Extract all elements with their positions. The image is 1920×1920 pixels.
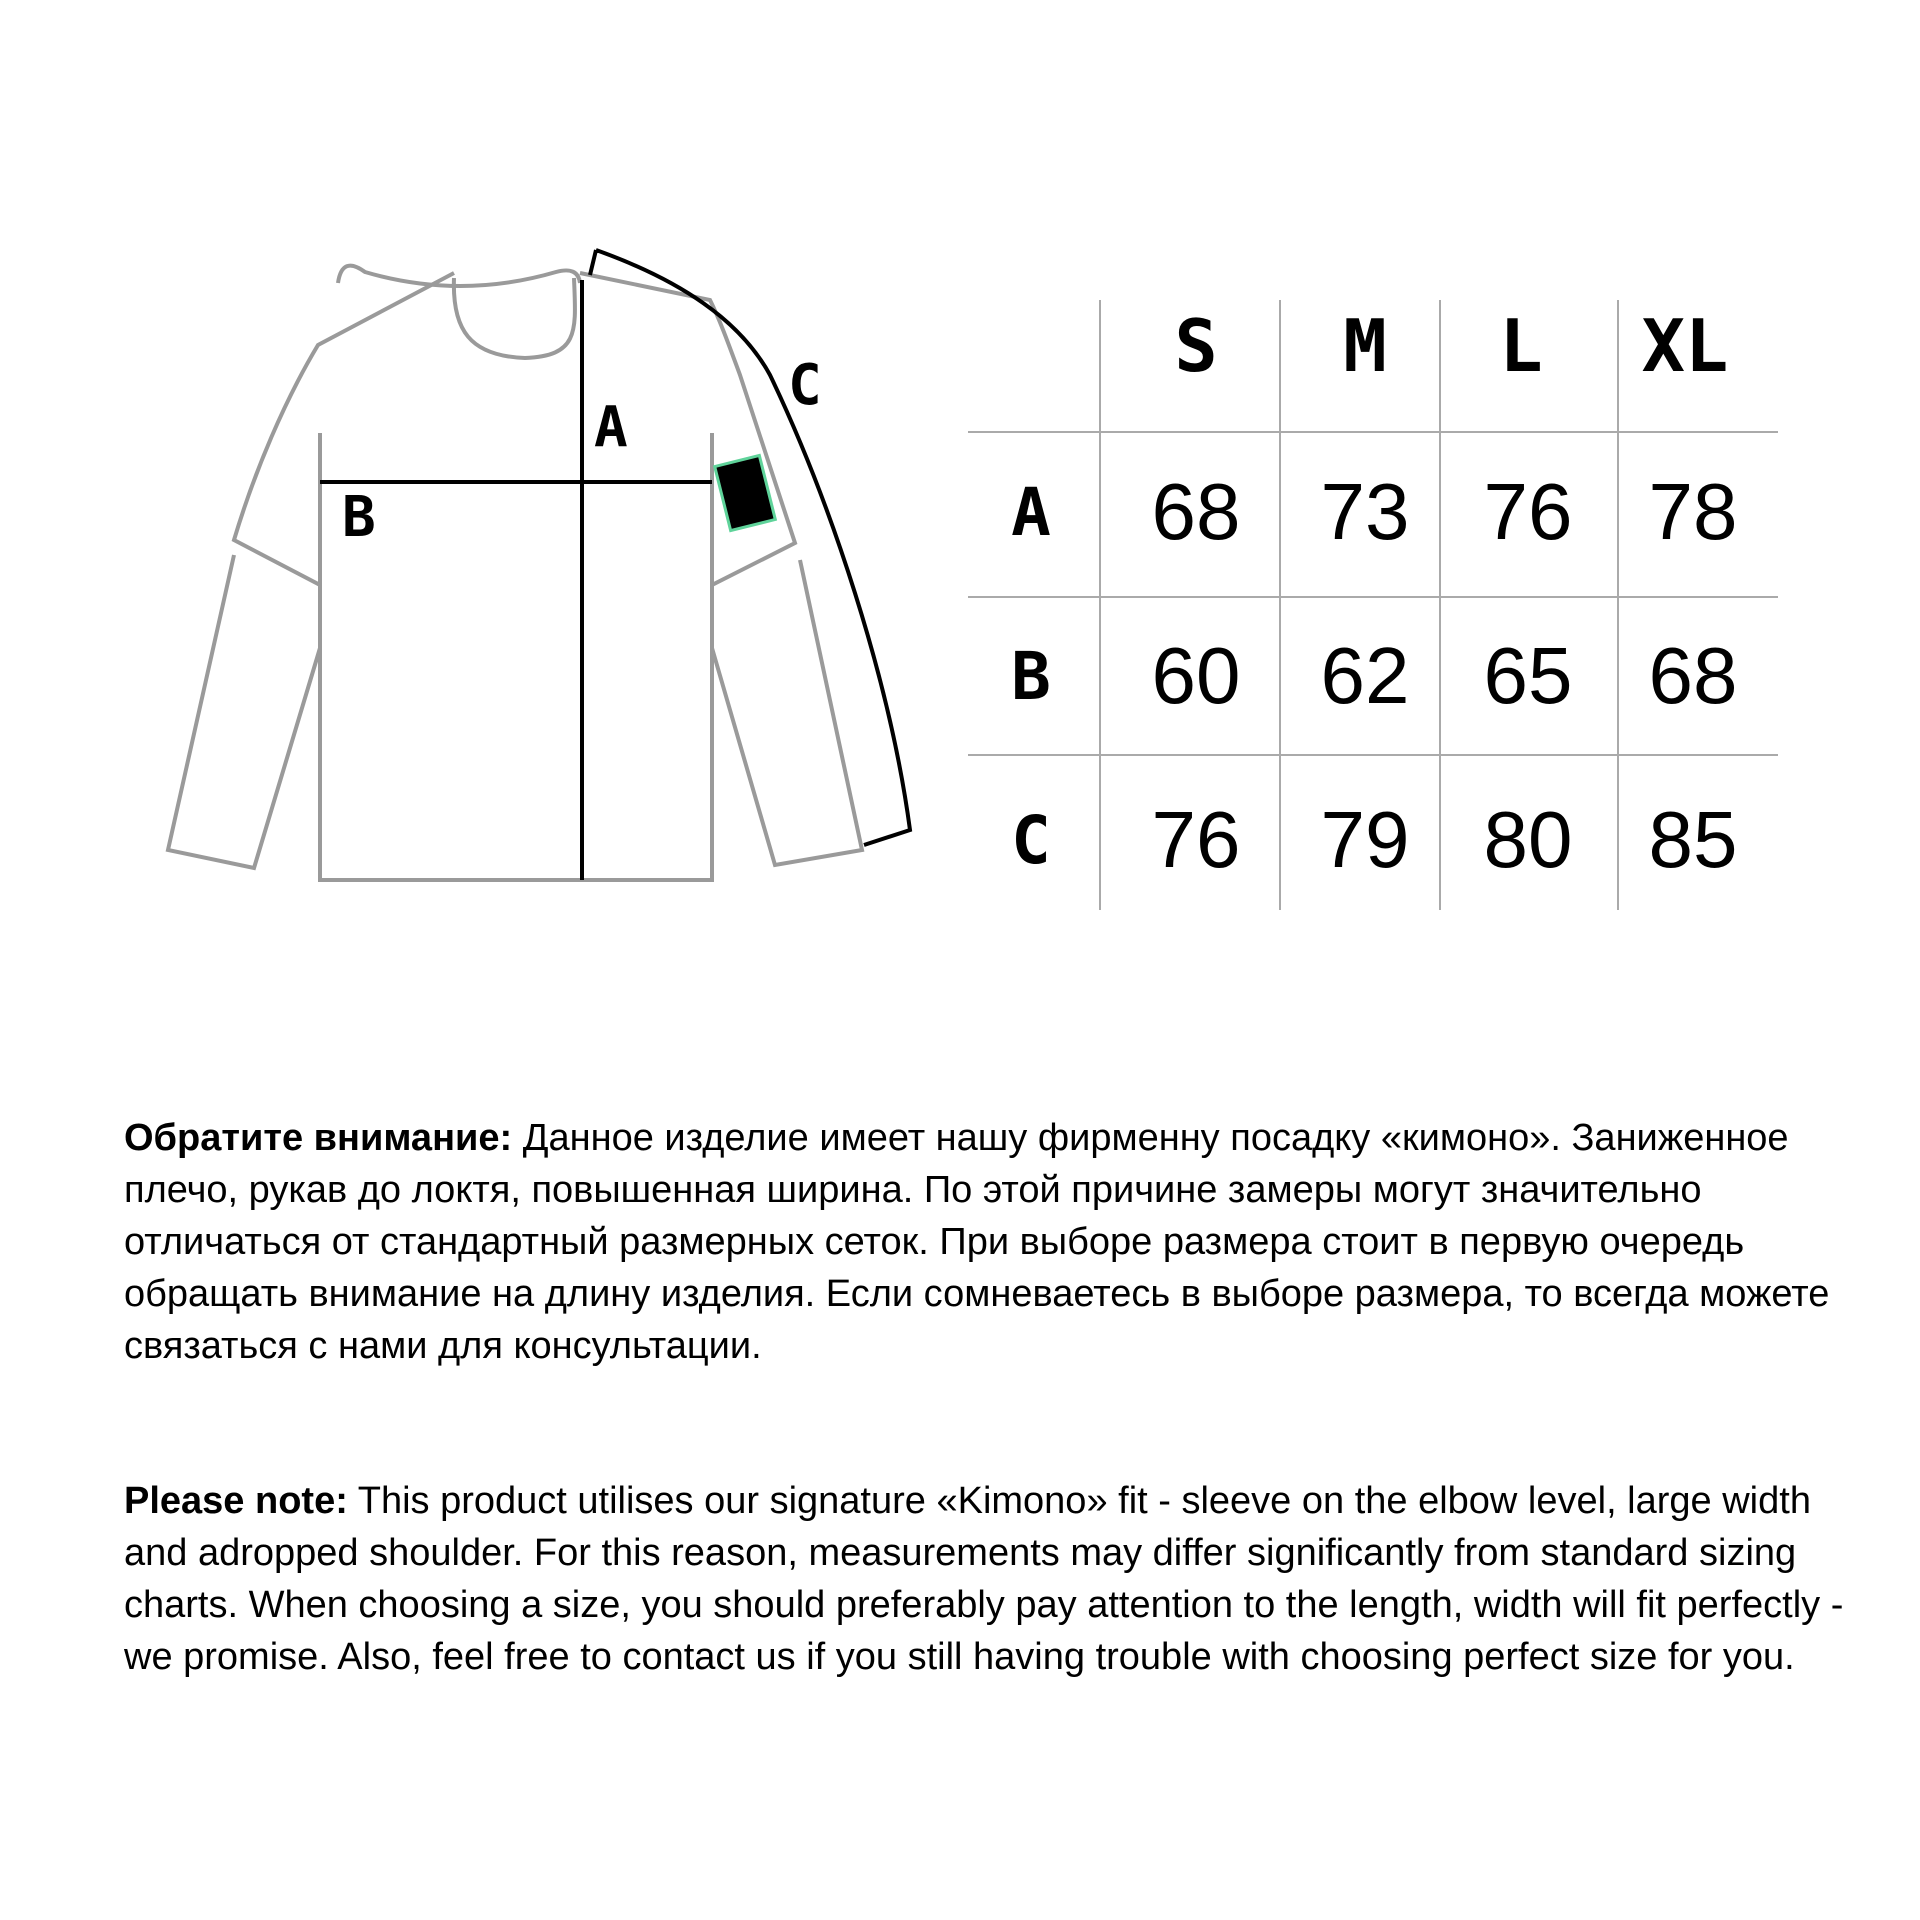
- label-c: C: [788, 353, 822, 418]
- label-b: B: [342, 485, 376, 550]
- cell-a-l: 76: [1483, 467, 1573, 556]
- size-header-m: M: [1343, 304, 1387, 388]
- measure-line-c: [590, 250, 910, 845]
- label-a: A: [594, 395, 628, 460]
- right-sleeve: [712, 560, 862, 865]
- cell-b-xl: 68: [1648, 631, 1738, 720]
- row-label-c: C: [1011, 801, 1051, 879]
- cell-a-s: 68: [1151, 467, 1241, 556]
- collar-outer: [338, 266, 580, 286]
- note-english-heading: Please note:: [124, 1480, 348, 1522]
- cell-c-l: 80: [1483, 795, 1573, 884]
- note-english-body: This product utilises our signature «Kimono» fit - sleeve on the elbow level, large width and adropped shoulder. For this reason, measurements may differ significantly from standard sizing charts. When choosing a size, you should preferably pay attention to the length, width will fit perfectly - we promise. Also, feel free to contact us if you still having trouble with choosing perfect size for you.: [124, 1480, 1844, 1678]
- size-header-xl: XL: [1641, 304, 1729, 388]
- note-russian-heading: Обратите внимание:: [124, 1117, 513, 1159]
- cell-b-s: 60: [1151, 631, 1241, 720]
- note-russian-body: Данное изделие имеет нашу фирменну посадку «кимоно». Заниженное плечо, рукав до локтя, повышенная ширина. По этой причине замеры могут значительно отличаться от стандартный размерных сеток. При выборе размера стоит в первую очередь обращать внимание на длину изделия. Если сомневаетесь в выборе размера, то всегда можете связаться с нами для консультации.: [124, 1117, 1830, 1367]
- note-russian: [124, 1112, 1884, 1372]
- collar-inner: [454, 278, 575, 358]
- cell-c-xl: 85: [1648, 795, 1738, 884]
- size-header-l: L: [1499, 304, 1543, 388]
- cell-c-m: 79: [1320, 795, 1410, 884]
- cell-c-s: 76: [1151, 795, 1241, 884]
- size-header-s: S: [1174, 304, 1218, 388]
- cell-a-xl: 78: [1648, 467, 1738, 556]
- cell-b-l: 65: [1483, 631, 1573, 720]
- cell-b-m: 62: [1320, 631, 1410, 720]
- note-english: [124, 1475, 1884, 1683]
- left-sleeve: [168, 555, 320, 868]
- row-label-b: B: [1011, 637, 1051, 715]
- cell-a-m: 73: [1320, 467, 1410, 556]
- garment-diagram: [0, 0, 960, 920]
- row-label-a: A: [1011, 473, 1051, 551]
- sleeve-patch-icon: [715, 455, 776, 530]
